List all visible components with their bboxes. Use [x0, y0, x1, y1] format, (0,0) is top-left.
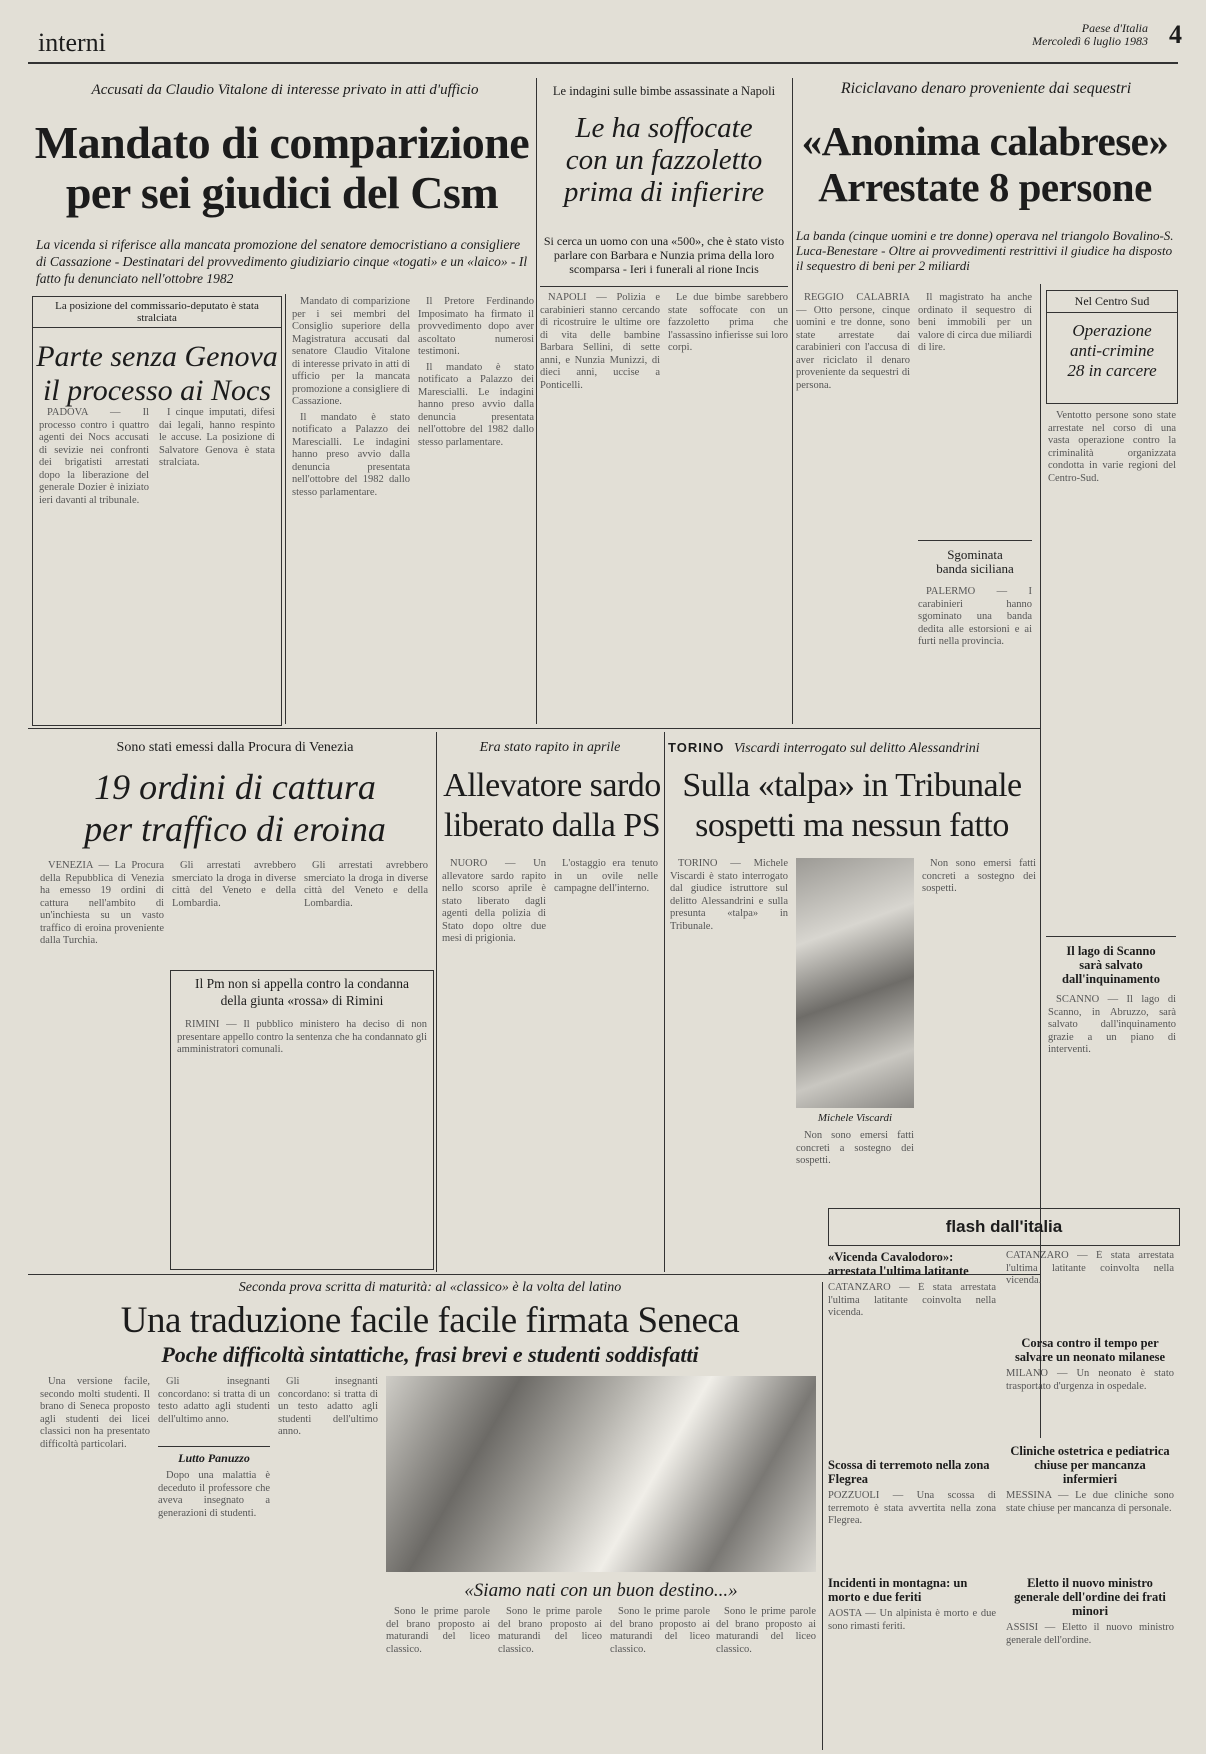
genova-headline — [33, 340, 281, 408]
genova-paragraph: PADOVA — Il processo contro i quattro agenti dei Nocs accusati di sevizie nei confronti dei brigatisti arrestati dopo la liberazione del generale Dozier è iniziato ieri davanti al tribunale. — [39, 407, 149, 506]
csm-paragraph: Il mandato è stato notificato a Palazzo dei Marescialli. Le indagini hanno preso avvio dalla denuncia presentata nell'ottobre del 1982 dallo stesso parlamentare. — [292, 411, 410, 498]
flash-item-heading: «Vicenda Cavalodoro»: arrestata l'ultima latitante — [828, 1250, 969, 1278]
talpa-body-col2 — [796, 1130, 914, 1268]
section-name: interni — [38, 28, 106, 57]
anonima-headline-line2: Arrestate 8 persone — [818, 164, 1152, 210]
napoli-headline-line3: prima di infierire — [563, 176, 765, 208]
eroina-paragraph: Gli arrestati avrebbero smerciato la droga in diverse città del Veneto e della Lombardia. — [304, 860, 428, 909]
eroina-headline-line1: 19 ordini di cattura — [94, 767, 376, 807]
lutto-title: Lutto Panuzzo — [178, 1451, 250, 1465]
column-rule — [436, 732, 437, 1272]
talpa-city-tag: TORINO — [668, 740, 725, 755]
rimini-box — [170, 970, 434, 1270]
eroina-paragraph: VENEZIA — La Procura della Repubblica di Venezia ha emesso 19 ordini di cattura nell'ambito di un'inchiesta su un vasto traffico di eroina proveniente dalla Turchia. — [40, 860, 164, 946]
seneca-body-col3 — [278, 1376, 378, 1750]
flash-item-heading: Scossa di terremoto nella zona Flegrea — [828, 1458, 990, 1486]
csm-headline-line2: per sei giudici del Csm — [65, 167, 499, 218]
seneca-quote-body-col3 — [610, 1606, 710, 1750]
seneca-paragraph: Sono le prime parole del brano proposto ai maturandi del liceo classico. — [386, 1606, 490, 1655]
sicilia-headline-line2: banda siciliana — [936, 561, 1014, 576]
seneca-kicker: Seconda prova scritta di maturità: al «classico» è la volta del latino — [238, 1280, 622, 1295]
sardo-paragraph: NUORO — Un allevatore sardo rapito nello scorso aprile è stato liberato dagli agenti della polizia di Stato dopo oltre due mesi di prigionia. — [442, 858, 546, 944]
eroina-paragraph: Gli arrestati avrebbero smerciato la droga in diverse città del Veneto e della Lombardia. — [172, 860, 296, 909]
napoli-headline-line2: con un fazzoletto — [565, 144, 763, 176]
seneca-paragraph: Sono le prime parole del brano proposto ai maturandi del liceo classico. — [498, 1606, 602, 1655]
sicilia-rule — [918, 540, 1032, 541]
anonima-kicker: Riciclavano denaro proveniente dai sequestri — [840, 80, 1132, 97]
centro-sud-headline-line1: Operazione — [1072, 321, 1152, 340]
rimini-paragraph: RIMINI — Il pubblico ministero ha deciso di non presentare appello contro la sentenza che ha condannato gli amministratori comunali. — [177, 1019, 427, 1055]
seneca-paragraph: Sono le prime parole del brano proposto ai maturandi del liceo classico. — [716, 1606, 816, 1655]
column-rule — [285, 294, 286, 724]
napoli-dek: Si cerca un uomo con una «500», che è stato visto parlare con Barbara e Nunzia prima della loro scomparsa - Ieri i funerali al rione Incis — [543, 234, 785, 276]
sardo-kicker: Era stato rapito in aprile — [479, 740, 621, 755]
seneca-headline: Una traduzione facile facile firmata Seneca — [120, 1300, 740, 1341]
scanno-headline-line1: Il lago di Scanno — [1066, 944, 1156, 958]
napoli-dek-rule — [540, 286, 788, 287]
sicilia-headline-line1: Sgominata — [947, 547, 1003, 562]
eroina-headline — [40, 766, 430, 850]
anonima-headline-line1: «Anonima calabrese» — [801, 118, 1169, 164]
centro-sud-body — [1048, 410, 1176, 930]
talpa-headline — [662, 766, 1042, 846]
sicilia-paragraph: PALERMO — I carabinieri hanno sgominato una banda dedita alle estorsioni e ai furti nella provincia. — [918, 586, 1032, 647]
eroina-kicker: Sono stati emessi dalla Procura di Venezia — [116, 740, 354, 755]
csm-kicker: Accusati da Claudio Vitalone di interesse privato in atti d'ufficio — [91, 82, 479, 98]
flash-col1 — [828, 1250, 996, 1728]
seneca-quote-body-col1 — [386, 1606, 490, 1750]
page-number: 4 — [1169, 20, 1182, 49]
napoli-headline-line1: Le ha soffocate — [575, 112, 753, 144]
sardo-headline-line2: liberato dalla PS — [443, 807, 661, 844]
genova-body-col1 — [39, 407, 149, 717]
centro-sud-paragraph: Ventotto persone sono state arrestate nel corso di una vasta operazione contro la criminalità organizzata condotta in varie regioni del Centro-Sud. — [1048, 410, 1176, 484]
viscardi-photo-caption: Michele Viscardi — [817, 1112, 893, 1124]
anonima-body-col2 — [918, 292, 1032, 532]
genova-headline-line2: il processo ai Nocs — [42, 374, 272, 407]
seneca-paragraph: Gli insegnanti concordano: si tratta di un testo adatto agli studenti dell'ultimo anno. — [278, 1376, 378, 1437]
seneca-paragraph: Una versione facile, secondo molti studenti. Il brano di Seneca proposto agli studenti dei licei classici non ha presentato difficoltà particolari. — [40, 1376, 150, 1450]
centro-sud-headline — [1047, 321, 1177, 381]
viscardi-photo — [796, 858, 914, 1108]
flash-col2 — [1006, 1250, 1174, 1702]
talpa-kicker: Viscardi interrogato sul delitto Alessandrini — [733, 741, 980, 756]
scanno-paragraph: SCANNO — Il lago di Scanno, in Abruzzo, sarà salvato dall'inquinamento grazie a un piano di interventi. — [1048, 994, 1176, 1055]
flash-item-text: AOSTA — Un alpinista è morto e due sono rimasti feriti. — [828, 1608, 996, 1632]
csm-paragraph: Il mandato è stato notificato a Palazzo dei Marescialli. Le indagini hanno preso avvio dalla denuncia presentata nell'ottobre del 1982 dallo stesso parlamentare. — [418, 361, 534, 448]
napoli-headline — [540, 112, 788, 208]
seneca-paragraph: Gli insegnanti concordano: si tratta di un testo adatto agli studenti dell'ultimo anno. — [158, 1376, 270, 1425]
anonima-paragraph: Il magistrato ha anche ordinato il sequestro di beni immobili per un valore di circa due miliardi di lire. — [918, 292, 1032, 353]
napoli-paragraph: Le due bimbe sarebbero state soffocate con un fazzoletto prima che l'assassino infierisse sui loro corpi. — [668, 292, 788, 353]
talpa-paragraph: Non sono emersi fatti concreti a sostegno dei sospetti. — [796, 1130, 914, 1166]
scanno-rule — [1046, 936, 1176, 937]
csm-body-col1 — [292, 296, 410, 716]
flash-item-text: MILANO — Un neonato è stato trasportato d'urgenza in ospedale. — [1006, 1368, 1174, 1392]
students-photo — [386, 1376, 816, 1572]
genova-paragraph: I cinque imputati, difesi dai legali, hanno respinto le accuse. La posizione di Salvatore Genova è stata stralciata. — [159, 407, 275, 468]
rimini-body — [177, 1019, 427, 1259]
talpa-body-col3 — [922, 858, 1036, 1268]
lutto-box — [158, 1446, 270, 1720]
column-rule — [822, 1282, 823, 1750]
genova-headline-line1: Parte senza Genova — [36, 340, 278, 373]
scanno-headline-line2: sarà salvato — [1079, 958, 1143, 972]
anonima-dek: La banda (cinque uomini e tre donne) operava nel triangolo Bovalino-S. Luca-Benestare - Oltre ai provvedimenti restrittivi il giudice ha disposto il sequestro di beni per 2 miliardi — [796, 228, 1174, 273]
talpa-body-col1 — [670, 858, 788, 1268]
rimini-headline-line1: Il Pm non si appella contro la condanna — [194, 976, 410, 991]
talpa-headline-line1: Sulla «talpa» in Tribunale — [682, 767, 1022, 804]
genova-body-col2 — [159, 407, 275, 717]
anonima-body-col1 — [796, 292, 910, 722]
seneca-paragraph: Sono le prime parole del brano proposto ai maturandi del liceo classico. — [610, 1606, 710, 1655]
seneca-body-col1 — [40, 1376, 150, 1750]
eroina-body-col3 — [304, 860, 428, 970]
eroina-body-col1 — [40, 860, 164, 1270]
csm-paragraph: Il Pretore Ferdinando Imposimato ha firmato il provvedimento dopo aver ascoltato numerosi testimoni. — [418, 296, 534, 357]
centro-sud-headline-line2: anti-crimine — [1069, 341, 1155, 360]
seneca-quote-body-col2 — [498, 1606, 602, 1750]
napoli-body-col2 — [668, 292, 788, 722]
genova-box — [32, 296, 282, 726]
sardo-headline — [440, 766, 664, 846]
genova-box-label: La posizione del commissario-deputato è stata stralciata — [33, 297, 281, 328]
flash-item-heading: Cliniche ostetrica e pediatrica chiuse per mancanza infermieri — [1010, 1444, 1170, 1486]
sicilia-body — [918, 586, 1032, 722]
talpa-paragraph: Non sono emersi fatti concreti a sostegno dei sospetti. — [922, 858, 1036, 894]
flash-item-text: POZZUOLI — Una scossa di terremoto è stata avvertita nella zona Flegrea. — [828, 1490, 996, 1526]
flash-item-text: MESSINA — Le due cliniche sono state chiuse per mancanza di personale. — [1006, 1490, 1174, 1514]
column-rule — [536, 78, 537, 724]
talpa-kicker-row — [668, 740, 1038, 757]
csm-headline-line1: Mandato di comparizione — [34, 117, 530, 168]
centro-sud-headline-line3: 28 in carcere — [1067, 361, 1157, 380]
date-line — [1032, 22, 1148, 48]
sardo-paragraph: L'ostaggio era tenuto in un ovile nelle campagne dell'interno. — [554, 858, 658, 894]
napoli-body-col1 — [540, 292, 660, 722]
section-rule — [28, 728, 1040, 729]
sardo-headline-line1: Allevatore sardo — [443, 767, 661, 804]
talpa-headline-line2: sospetti ma nessun fatto — [695, 807, 1009, 844]
scanno-headline — [1046, 944, 1176, 986]
flash-item-heading: Eletto il nuovo ministro generale dell'ordine dei frati minori — [1014, 1576, 1166, 1618]
seneca-subhead: Poche difficoltà sintattiche, frasi brevi e studenti soddisfatti — [161, 1342, 699, 1367]
masthead-rule — [28, 62, 1178, 64]
seneca-body-col2 — [158, 1376, 270, 1442]
flash-title: flash dall'italia — [828, 1208, 1180, 1246]
talpa-paragraph: TORINO — Michele Viscardi è stato interrogato dal giudice istruttore sul delitto Alessandrini e sulla presunta «talpa» in Tribunale. — [670, 858, 788, 932]
flash-item-text: ASSISI — Eletto il nuovo ministro generale dell'ordine. — [1006, 1622, 1174, 1646]
rimini-headline — [171, 971, 433, 1009]
flash-item-text: CATANZARO — È stata arrestata l'ultima latitante coinvolta nella vicenda. — [828, 1282, 996, 1318]
centro-sud-box — [1046, 290, 1178, 404]
flash-item-heading: Incidenti in montagna: un morto e due feriti — [828, 1576, 968, 1604]
eroina-body-col2 — [172, 860, 296, 970]
anonima-paragraph: REGGIO CALABRIA — Otto persone, cinque uomini e tre donne, sono state arrestate dai carabinieri con l'accusa di aver riciclato il denaro proveniente da sequestri di persona. — [796, 292, 910, 391]
lutto-body — [158, 1470, 270, 1720]
csm-dek: La vicenda si riferisce alla mancata promozione del senatore democristiano a consigliere di Cassazione - Destinatari del provvedimento giudiziario cinque «togati» e un «laico» - Il fatto fu denunciato nell'ottobre 1982 — [36, 237, 528, 286]
napoli-paragraph: NAPOLI — Polizia e carabinieri stanno cercando di ricostruire le ultime ore di vita delle bambine Barbara Sellini, di sette anni, e Nunzia Munizzi, di dieci anni, uccise a Ponticelli. — [540, 292, 660, 391]
flash-item-heading: Corsa contro il tempo per salvare un neonato milanese — [1014, 1336, 1166, 1364]
csm-body-col2 — [418, 296, 534, 716]
rimini-headline-line2: della giunta «rossa» di Rimini — [220, 993, 384, 1008]
centro-sud-label: Nel Centro Sud — [1047, 291, 1177, 313]
flash-list — [828, 1250, 1174, 1748]
anonima-headline — [790, 118, 1180, 210]
seneca-quote: «Siamo nati con un buon destino...» — [464, 1580, 738, 1601]
paper-name: Paese d'Italia — [1081, 21, 1148, 35]
flash-item-text: CATANZARO — È stata arrestata l'ultima latitante coinvolta nella vicenda. — [1006, 1250, 1174, 1286]
sardo-body-col2 — [554, 858, 658, 1268]
scanno-headline-line3: dall'inquinamento — [1062, 972, 1160, 986]
issue-date: Mercoledì 6 luglio 1983 — [1032, 34, 1148, 48]
eroina-headline-line2: per traffico di eroina — [84, 809, 386, 849]
napoli-kicker: Le indagini sulle bimbe assassinate a Napoli — [552, 84, 776, 98]
csm-headline — [32, 118, 532, 218]
sardo-body-col1 — [442, 858, 546, 1268]
csm-paragraph: Mandato di comparizione per i sei membri del Consiglio superiore della Magistratura accusati dal senatore Claudio Vitalone di interesse privato in atti di ufficio per la mancata promozione a consigliere di Cassazione. — [292, 296, 410, 407]
lutto-paragraph: Dopo una malattia è deceduto il professore che aveva insegnato a generazioni di studenti. — [158, 1470, 270, 1519]
sicilia-headline — [918, 548, 1032, 576]
seneca-quote-body-col4 — [716, 1606, 816, 1750]
